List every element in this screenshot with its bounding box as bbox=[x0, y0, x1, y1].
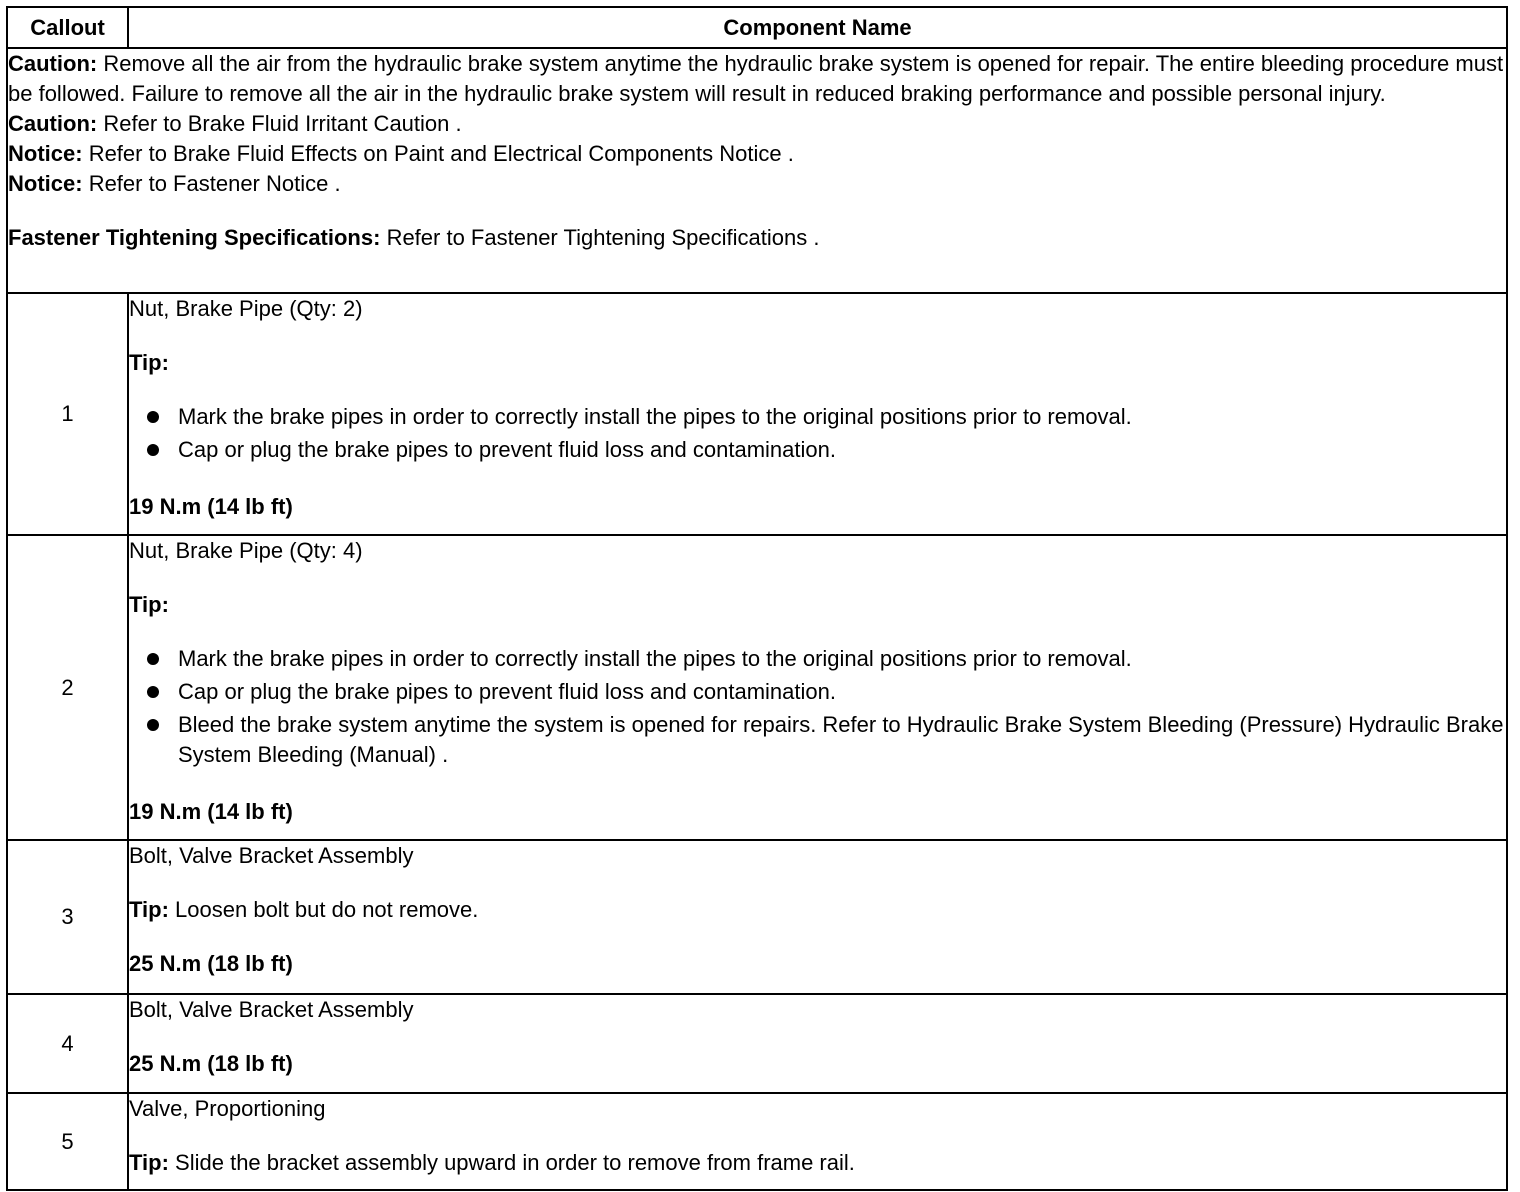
notice-note bbox=[8, 139, 1506, 169]
table-row bbox=[7, 840, 1507, 994]
tip-text: Loosen bolt but do not remove. bbox=[175, 897, 479, 922]
note-text: Refer to Fastener Notice . bbox=[88, 171, 341, 196]
tip-label: Tip bbox=[129, 350, 162, 375]
component-name: Nut, Brake Pipe (Qty: 4) bbox=[129, 538, 363, 563]
component-cell bbox=[128, 994, 1507, 1093]
torque-spec: 19 N.m (14 lb ft) bbox=[129, 494, 293, 519]
note-text: Refer to Brake Fluid Effects on Paint and Electrical Components Notice . bbox=[88, 141, 794, 166]
component-cell bbox=[128, 1093, 1507, 1190]
list-item: Cap or plug the brake pipes to prevent fluid loss and contamination. bbox=[147, 435, 1506, 465]
tip-label: Tip: bbox=[129, 1150, 169, 1175]
component-name: Bolt, Valve Bracket Assembly bbox=[129, 997, 414, 1022]
bullet-icon bbox=[147, 411, 159, 423]
notice-note bbox=[8, 169, 1506, 199]
notes-cell bbox=[7, 48, 1507, 293]
component-table bbox=[6, 6, 1508, 1191]
tip-label: Tip: bbox=[129, 897, 169, 922]
tip-list bbox=[129, 644, 1506, 770]
list-item: Cap or plug the brake pipes to prevent fluid loss and contamination. bbox=[147, 677, 1506, 707]
tip-label: Tip bbox=[129, 592, 162, 617]
fastener-spec-text: Refer to Fastener Tightening Specifications . bbox=[386, 225, 820, 250]
callout-number: 3 bbox=[7, 840, 128, 994]
caution-note: Caution: Refer to Brake Fluid Irritant Caution . bbox=[8, 111, 462, 136]
callout-number: 4 bbox=[7, 994, 128, 1093]
component-cell: Nut, Brake Pipe (Qty: 2) Tip: Mark the brake pipes in order to correctly install the pipes to the original positions prior to removal. Cap or plug the brake pipes to prevent fluid loss and contamination. 19 N.m (14 lb ft) bbox=[128, 293, 1507, 535]
header-component-name: Component Name bbox=[128, 7, 1507, 48]
caution-note: Caution: Remove all the air from the hydraulic brake system anytime the hydraulic brake system is opened for repair. The entire bleeding procedure must be followed. Failure to remove all the air in the hydraulic brake system will result in reduced braking performance and possible personal injury. bbox=[8, 51, 1504, 106]
table-row bbox=[7, 994, 1507, 1093]
bullet-icon bbox=[147, 719, 159, 731]
note-text: Remove all the air from the hydraulic brake system anytime the hydraulic brake system is opened for repair. The entire bleeding procedure must be followed. Failure to remove all the air in the hydraulic brake system will result in reduced braking performance and possible personal injury. bbox=[8, 51, 1504, 106]
notes-row bbox=[7, 48, 1507, 293]
note-label: Caution bbox=[8, 51, 90, 76]
component-name: Nut, Brake Pipe (Qty: 2) bbox=[129, 296, 363, 321]
torque-spec: 19 N.m (14 lb ft) bbox=[129, 799, 293, 824]
table-row bbox=[7, 1093, 1507, 1190]
bullet-icon bbox=[147, 686, 159, 698]
callout-number: 1 bbox=[7, 293, 128, 535]
component-cell bbox=[128, 840, 1507, 994]
callout-number: 5 bbox=[7, 1093, 128, 1190]
list-item: Mark the brake pipes in order to correctly install the pipes to the original positions prior to removal. bbox=[147, 644, 1506, 674]
torque-spec: 25 N.m (18 lb ft) bbox=[129, 951, 293, 976]
header-row bbox=[7, 7, 1507, 48]
list-item: Bleed the brake system anytime the system is opened for repairs. Refer to Hydraulic Brake System Bleeding (Pressure) Hydraulic Brake System Bleeding (Manual) . bbox=[147, 710, 1506, 770]
header-callout: Callout bbox=[7, 7, 128, 48]
table-row bbox=[7, 535, 1507, 840]
component-cell: Nut, Brake Pipe (Qty: 4) Tip: Mark the brake pipes in order to correctly install the pipes to the original positions prior to removal. Cap or plug the brake pipes to prevent fluid loss and contamination. Bleed the brake system anytime the system is opened for repairs. Refer to Hydraulic Brake System Bleeding (Pressure) Hydraulic Brake System Bleeding (Manual) . 19 N.m (14 lb ft) bbox=[128, 535, 1507, 840]
list-item: Mark the brake pipes in order to correctly install the pipes to the original positions prior to removal. bbox=[147, 402, 1506, 432]
note-label: Notice: bbox=[8, 141, 83, 166]
table-row bbox=[7, 293, 1507, 535]
component-name: Bolt, Valve Bracket Assembly bbox=[129, 843, 414, 868]
tip-text: Slide the bracket assembly upward in order to remove from frame rail. bbox=[175, 1150, 855, 1175]
bullet-icon bbox=[147, 444, 159, 456]
fastener-spec-note bbox=[8, 223, 1506, 253]
tip-list bbox=[129, 402, 1506, 465]
bullet-icon bbox=[147, 653, 159, 665]
note-label: Notice: bbox=[8, 171, 83, 196]
note-label: Caution bbox=[8, 111, 90, 136]
callout-number: 2 bbox=[7, 535, 128, 840]
note-text: Refer to Brake Fluid Irritant Caution . bbox=[103, 111, 462, 136]
fastener-spec-label: Fastener Tightening Specifications: bbox=[8, 225, 381, 250]
torque-spec: 25 N.m (18 lb ft) bbox=[129, 1051, 293, 1076]
component-name: Valve, Proportioning bbox=[129, 1096, 326, 1121]
